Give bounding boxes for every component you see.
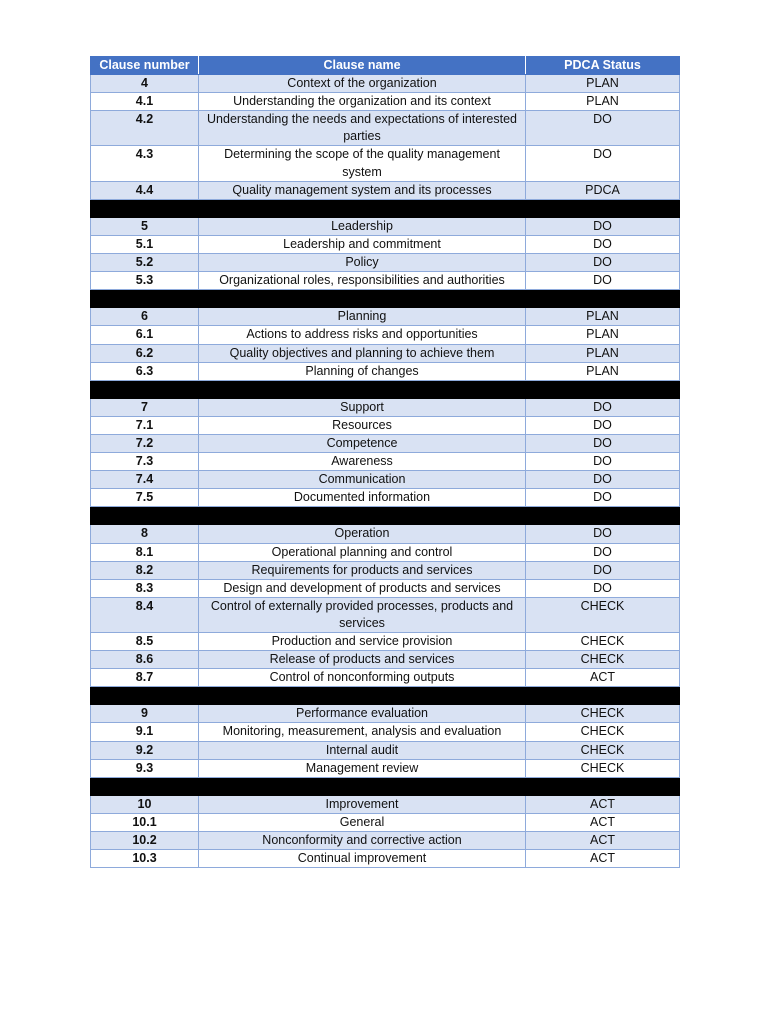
clause-name-cell: Organizational roles, responsibilities and authorities <box>199 272 526 290</box>
clause-number-cell: 7.4 <box>91 471 199 489</box>
table-row <box>91 561 680 579</box>
pdca-status-cell: DO <box>526 453 680 471</box>
clause-name-cell: Quality objectives and planning to achieve them <box>199 344 526 362</box>
clause-name-cell: Communication <box>199 471 526 489</box>
clause-name-cell: Internal audit <box>199 741 526 759</box>
clause-name-cell: Requirements for products and services <box>199 561 526 579</box>
table-row <box>91 579 680 597</box>
clause-number-cell: 8.5 <box>91 633 199 651</box>
clause-number-cell: 9.1 <box>91 723 199 741</box>
table-row <box>91 651 680 669</box>
pdca-status-cell: DO <box>526 217 680 235</box>
pdca-status-cell: CHECK <box>526 597 680 632</box>
clause-number-cell: 8.4 <box>91 597 199 632</box>
clause-number-cell: 4 <box>91 75 199 93</box>
separator-cell <box>526 380 680 398</box>
clause-name-cell: Competence <box>199 434 526 452</box>
pdca-status-cell: CHECK <box>526 633 680 651</box>
clause-name-cell: Operational planning and control <box>199 543 526 561</box>
clause-number-cell: 6.3 <box>91 362 199 380</box>
separator-cell <box>91 687 199 705</box>
clause-name-cell: Quality management system and its processes <box>199 181 526 199</box>
table-row <box>91 489 680 507</box>
pdca-status-cell: DO <box>526 525 680 543</box>
clause-number-cell: 10.2 <box>91 832 199 850</box>
table-row <box>91 398 680 416</box>
pdca-status-cell: ACT <box>526 813 680 831</box>
table-body <box>91 75 680 868</box>
table-row <box>91 741 680 759</box>
clause-name-cell: Release of products and services <box>199 651 526 669</box>
table-row <box>91 471 680 489</box>
separator-cell <box>199 380 526 398</box>
separator-cell <box>91 777 199 795</box>
clause-number-cell: 6 <box>91 308 199 326</box>
table-row <box>91 795 680 813</box>
table-header <box>91 57 680 75</box>
pdca-status-cell: PLAN <box>526 93 680 111</box>
table-row <box>91 759 680 777</box>
pdca-status-cell: CHECK <box>526 651 680 669</box>
pdca-status-cell: ACT <box>526 832 680 850</box>
clause-number-cell: 5 <box>91 217 199 235</box>
section-separator <box>91 290 680 308</box>
pdca-status-cell: ACT <box>526 795 680 813</box>
clause-number-cell: 4.3 <box>91 146 199 181</box>
section-separator <box>91 507 680 525</box>
clause-number-cell: 8.6 <box>91 651 199 669</box>
separator-cell <box>91 380 199 398</box>
clause-number-cell: 10.1 <box>91 813 199 831</box>
table-row <box>91 272 680 290</box>
clause-name-cell: Understanding the organization and its context <box>199 93 526 111</box>
section-separator <box>91 777 680 795</box>
pdca-status-cell: DO <box>526 146 680 181</box>
section-separator <box>91 380 680 398</box>
clause-name-cell: Support <box>199 398 526 416</box>
clause-number-cell: 8.7 <box>91 669 199 687</box>
separator-cell <box>526 507 680 525</box>
clause-name-cell: Context of the organization <box>199 75 526 93</box>
clause-number-cell: 8 <box>91 525 199 543</box>
table-row <box>91 146 680 181</box>
pdca-status-cell: PLAN <box>526 75 680 93</box>
table-row <box>91 344 680 362</box>
clause-name-cell: Determining the scope of the quality management system <box>199 146 526 181</box>
header-clause-number: Clause number <box>91 57 199 75</box>
table-row <box>91 434 680 452</box>
clause-number-cell: 4.1 <box>91 93 199 111</box>
pdca-status-cell: PLAN <box>526 308 680 326</box>
clause-name-cell: General <box>199 813 526 831</box>
clause-number-cell: 7.2 <box>91 434 199 452</box>
pdca-status-cell: DO <box>526 416 680 434</box>
pdca-clause-table <box>90 56 680 868</box>
clause-name-cell: Nonconformity and corrective action <box>199 832 526 850</box>
pdca-status-cell: ACT <box>526 669 680 687</box>
clause-number-cell: 7 <box>91 398 199 416</box>
pdca-status-cell: PDCA <box>526 181 680 199</box>
separator-cell <box>526 687 680 705</box>
pdca-status-cell: DO <box>526 235 680 253</box>
clause-number-cell: 5.3 <box>91 272 199 290</box>
pdca-status-cell: CHECK <box>526 723 680 741</box>
pdca-status-cell: ACT <box>526 850 680 868</box>
clause-name-cell: Planning of changes <box>199 362 526 380</box>
header-row <box>91 57 680 75</box>
table-row <box>91 705 680 723</box>
table-row <box>91 93 680 111</box>
table-row <box>91 362 680 380</box>
pdca-status-cell: DO <box>526 561 680 579</box>
pdca-status-cell: DO <box>526 111 680 146</box>
clause-name-cell: Planning <box>199 308 526 326</box>
pdca-status-cell: CHECK <box>526 705 680 723</box>
clause-name-cell: Production and service provision <box>199 633 526 651</box>
pdca-status-cell: DO <box>526 254 680 272</box>
table-row <box>91 308 680 326</box>
clause-name-cell: Actions to address risks and opportunities <box>199 326 526 344</box>
clause-number-cell: 9.2 <box>91 741 199 759</box>
pdca-status-cell: CHECK <box>526 759 680 777</box>
table-row <box>91 254 680 272</box>
separator-cell <box>526 777 680 795</box>
clause-name-cell: Control of nonconforming outputs <box>199 669 526 687</box>
pdca-status-cell: PLAN <box>526 344 680 362</box>
separator-cell <box>91 290 199 308</box>
clause-name-cell: Leadership <box>199 217 526 235</box>
table-row <box>91 235 680 253</box>
section-separator <box>91 687 680 705</box>
clause-name-cell: Operation <box>199 525 526 543</box>
pdca-status-cell: PLAN <box>526 362 680 380</box>
table-row <box>91 813 680 831</box>
clause-number-cell: 4.2 <box>91 111 199 146</box>
separator-cell <box>526 199 680 217</box>
table-row <box>91 723 680 741</box>
separator-cell <box>526 290 680 308</box>
table-row <box>91 75 680 93</box>
clause-number-cell: 10.3 <box>91 850 199 868</box>
pdca-status-cell: PLAN <box>526 326 680 344</box>
pdca-status-cell: DO <box>526 434 680 452</box>
pdca-status-cell: CHECK <box>526 741 680 759</box>
clause-number-cell: 7.5 <box>91 489 199 507</box>
clause-name-cell: Awareness <box>199 453 526 471</box>
clause-name-cell: Understanding the needs and expectations of interested parties <box>199 111 526 146</box>
clause-number-cell: 6.2 <box>91 344 199 362</box>
clause-name-cell: Leadership and commitment <box>199 235 526 253</box>
pdca-status-cell: DO <box>526 543 680 561</box>
separator-cell <box>199 507 526 525</box>
clause-name-cell: Management review <box>199 759 526 777</box>
separator-cell <box>91 507 199 525</box>
clause-name-cell: Control of externally provided processes, products and services <box>199 597 526 632</box>
pdca-status-cell: DO <box>526 579 680 597</box>
section-separator <box>91 199 680 217</box>
separator-cell <box>199 687 526 705</box>
clause-number-cell: 5.1 <box>91 235 199 253</box>
table-row <box>91 111 680 146</box>
clause-name-cell: Monitoring, measurement, analysis and evaluation <box>199 723 526 741</box>
clause-number-cell: 8.1 <box>91 543 199 561</box>
clause-name-cell: Continual improvement <box>199 850 526 868</box>
separator-cell <box>91 199 199 217</box>
table-row <box>91 525 680 543</box>
clause-name-cell: Resources <box>199 416 526 434</box>
clause-number-cell: 10 <box>91 795 199 813</box>
separator-cell <box>199 199 526 217</box>
separator-cell <box>199 290 526 308</box>
clause-name-cell: Improvement <box>199 795 526 813</box>
table-row <box>91 217 680 235</box>
table-row <box>91 416 680 434</box>
separator-cell <box>199 777 526 795</box>
clause-name-cell: Documented information <box>199 489 526 507</box>
clause-number-cell: 8.2 <box>91 561 199 579</box>
table-row <box>91 543 680 561</box>
table-row <box>91 832 680 850</box>
pdca-status-cell: DO <box>526 272 680 290</box>
pdca-status-cell: DO <box>526 398 680 416</box>
clause-number-cell: 5.2 <box>91 254 199 272</box>
clause-number-cell: 7.1 <box>91 416 199 434</box>
pdca-status-cell: DO <box>526 471 680 489</box>
clause-number-cell: 4.4 <box>91 181 199 199</box>
table-row <box>91 326 680 344</box>
header-pdca-status: PDCA Status <box>526 57 680 75</box>
clause-number-cell: 8.3 <box>91 579 199 597</box>
clause-number-cell: 6.1 <box>91 326 199 344</box>
clause-number-cell: 9 <box>91 705 199 723</box>
table-row <box>91 597 680 632</box>
clause-number-cell: 9.3 <box>91 759 199 777</box>
table-row <box>91 633 680 651</box>
pdca-status-cell: DO <box>526 489 680 507</box>
clause-name-cell: Performance evaluation <box>199 705 526 723</box>
table-row <box>91 850 680 868</box>
table-row <box>91 669 680 687</box>
header-clause-name: Clause name <box>199 57 526 75</box>
table-row <box>91 181 680 199</box>
clause-number-cell: 7.3 <box>91 453 199 471</box>
table-row <box>91 453 680 471</box>
clause-name-cell: Design and development of products and services <box>199 579 526 597</box>
clause-name-cell: Policy <box>199 254 526 272</box>
